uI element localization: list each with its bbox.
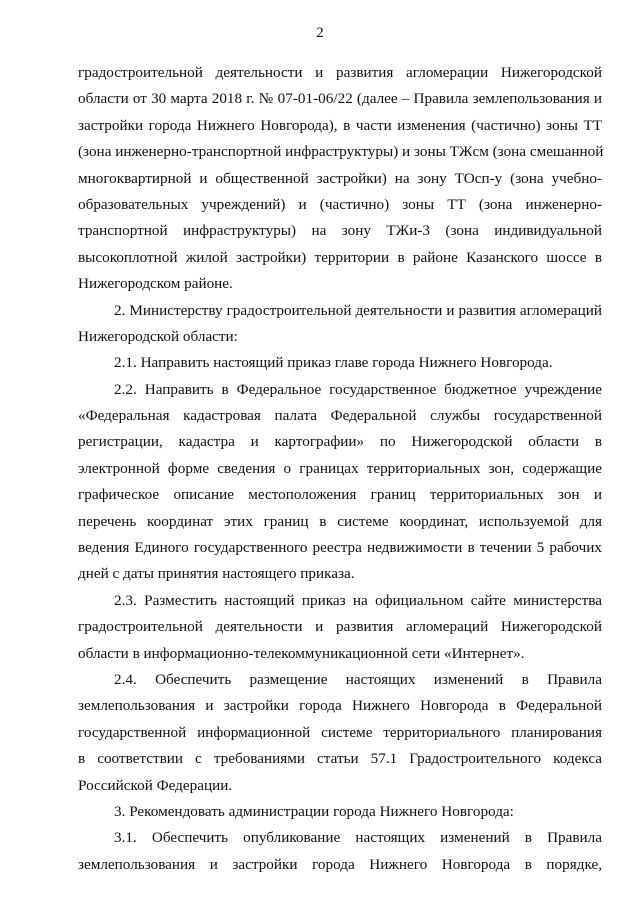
text-line: многоквартирной и общественной застройки) на зону ТОсп-у (зона учебно- — [78, 169, 602, 187]
text-line: дней с даты принятия настоящего приказа. — [78, 565, 355, 583]
paragraph-3-line: 3. Рекомендовать администрации города Нижнего Новгорода: — [114, 802, 514, 820]
text-line: Российской Федерации. — [78, 776, 233, 794]
paragraph-3-1-line: 3.1. Обеспечить опубликование настоящих изменений в Правила — [114, 829, 602, 847]
text-line: «Федеральная кадастровая палата Федеральной службы государственной — [78, 407, 602, 425]
text-line: графическое описание местоположения границ территориальных зон и — [78, 486, 602, 504]
text-line: градостроительной деятельности и развития агломерации Нижегородской — [78, 64, 602, 81]
text-line: области от 30 марта 2018 г. № 07-01-06/22 (далее – Правила землепользования и — [78, 90, 602, 108]
text-line: застройки города Нижнего Новгорода), в части изменения (частично) зоны ТТ — [78, 116, 602, 134]
paragraph-2-4-line: 2.4. Обеспечить размещение настоящих изменений в Правила — [114, 670, 602, 688]
text-line: в соответствии с требованиями статьи 57.1 Градостроительного кодекса — [78, 750, 602, 768]
paragraph-2-3-line: 2.3. Разместить настоящий приказ на официальном сайте министерства — [114, 591, 602, 609]
paragraph-2-2-line: 2.2. Направить в Федеральное государственное бюджетное учреждение — [114, 380, 602, 398]
text-line: регистрации, кадастра и картографии» по Нижегородской области в — [78, 433, 602, 451]
text-line: градостроительной деятельности и развития агломераций Нижегородской — [78, 618, 602, 636]
text-line: Нижегородской области: — [78, 327, 238, 345]
text-line: государственной информационной системе территориального планирования — [78, 723, 602, 741]
text-line: Нижегородском районе. — [78, 275, 233, 293]
text-line: (зона инженерно-транспортной инфраструктуры) и зоны ТЖсм (зона смешанной — [78, 143, 604, 161]
text-line: землепользования и застройки города Нижнего Новгорода в порядке, — [78, 855, 602, 873]
text-line: ведения Единого государственного реестра недвижимости в течении 5 рабочих — [78, 539, 602, 557]
page-number: 2 — [316, 25, 324, 41]
text-line: землепользования и застройки города Нижнего Новгорода в Федеральной — [78, 697, 602, 715]
paragraph-2-line: 2. Министерству градостроительной деятельности и развития агломераций — [114, 301, 602, 319]
text-line: области в информационно-телекоммуникационной сети «Интернет». — [78, 644, 525, 662]
text-line: высокоплотной жилой застройки) территории в районе Казанского шоссе в — [78, 248, 602, 266]
text-line: транспортной инфраструктуры) на зону ТЖи-3 (зона индивидуальной — [78, 222, 602, 240]
paragraph-2-1-line: 2.1. Направить настоящий приказ главе города Нижнего Новгорода. — [114, 354, 553, 372]
text-line: электронной форме сведения о границах территориальных зон, содержащие — [78, 459, 602, 477]
text-line: перечень координат этих границ в системе координат, используемой для — [78, 512, 602, 530]
text-line: образовательных учреждений) и (частично) зоны ТТ (зона инженерно- — [78, 195, 602, 213]
document-body — [78, 60, 602, 878]
